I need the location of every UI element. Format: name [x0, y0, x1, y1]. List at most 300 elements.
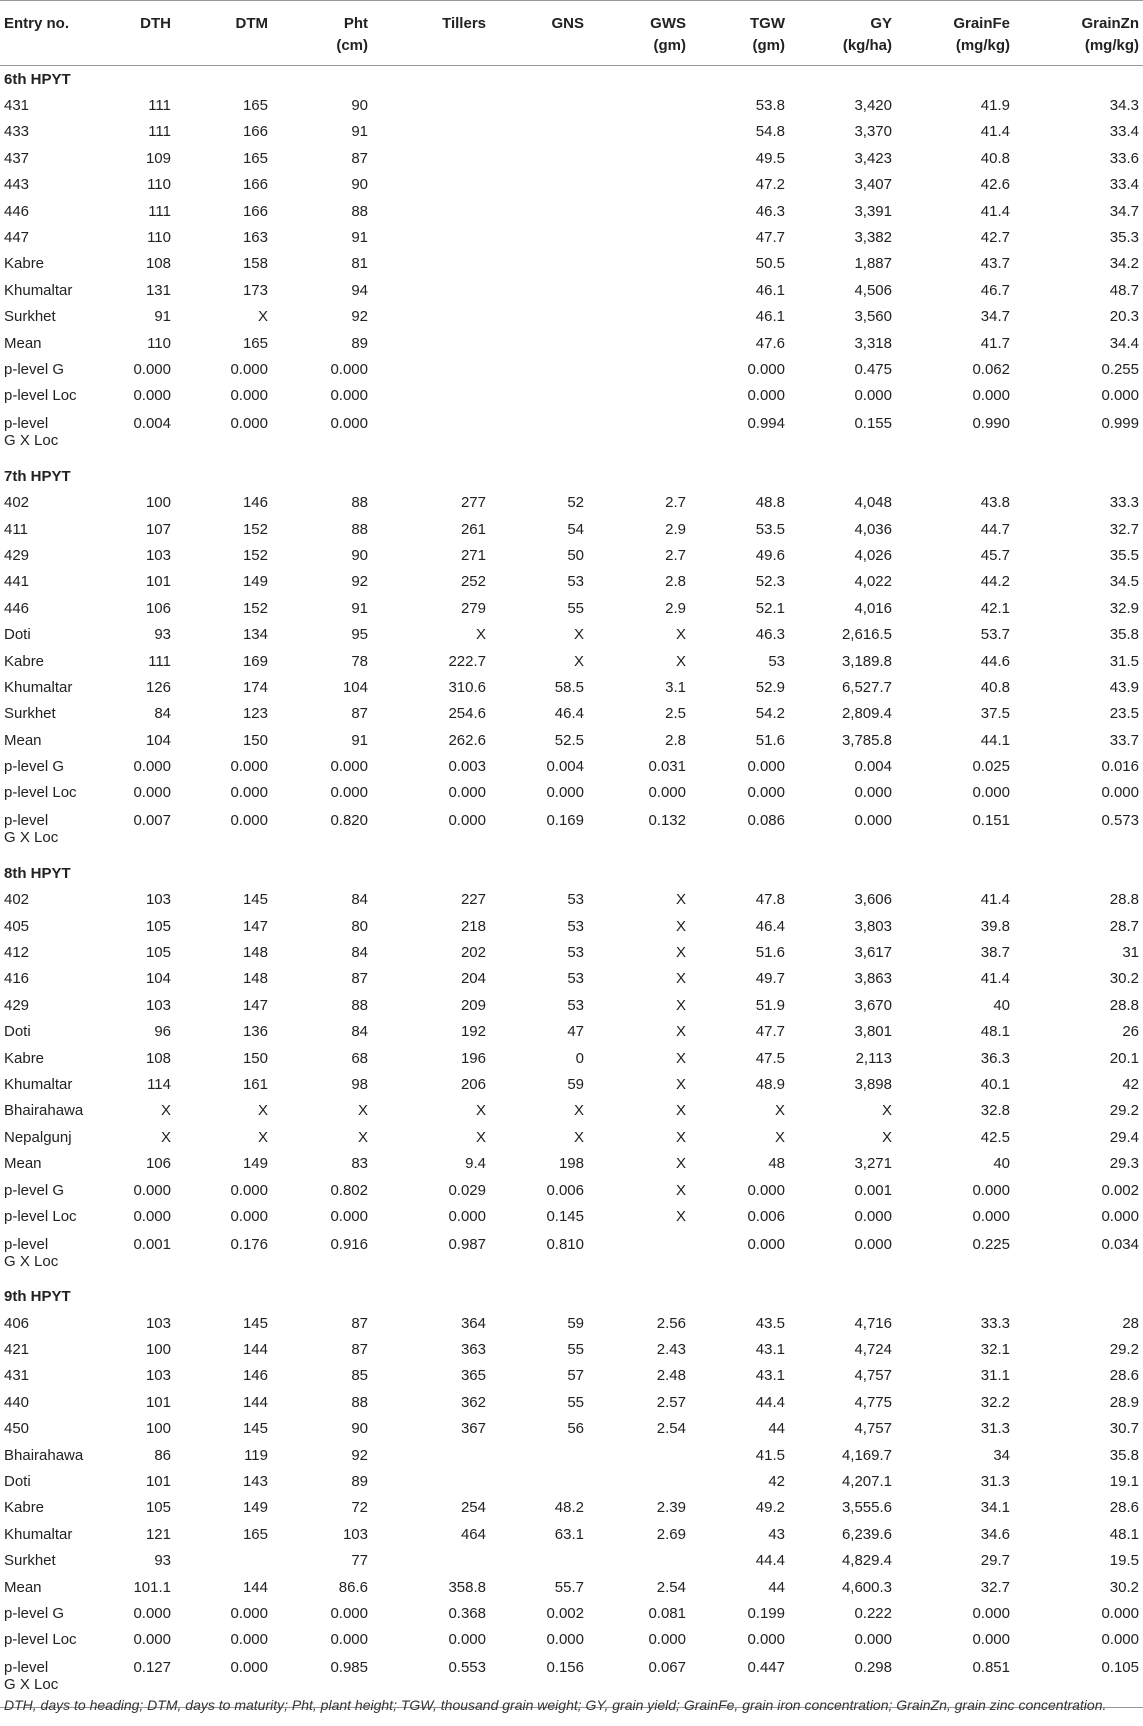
entry-label: 441 [4, 573, 30, 591]
table-row [0, 172, 1143, 198]
value-cell: 3,803 [854, 917, 892, 935]
value-cell: 0.006 [747, 1207, 785, 1225]
value-cell: 49.2 [755, 1499, 785, 1517]
entry-cell [0, 1416, 95, 1442]
value-cell: 104 [342, 678, 368, 696]
entry-cell [0, 1521, 95, 1547]
table-row [0, 648, 1143, 674]
value-cell: 53 [567, 944, 584, 962]
value-cell: 91 [154, 308, 171, 326]
table-row [0, 330, 1143, 356]
value-cell: 0.000 [854, 387, 892, 405]
value-cell: X [675, 1075, 686, 1093]
value-cell: 87 [351, 1341, 368, 1359]
value-cell: 0.002 [1101, 1181, 1139, 1199]
value-cell: X [675, 1155, 686, 1173]
value-cell: 0 [575, 1049, 584, 1067]
entry-cell [0, 1230, 95, 1284]
value-cell: 51.6 [755, 731, 785, 749]
value-cell: 47.5 [755, 1049, 785, 1067]
value-cell: 0.000 [448, 1631, 486, 1649]
value-cell: 254.6 [448, 705, 486, 723]
value-cell: 35.8 [1109, 1446, 1139, 1464]
value-cell: 134 [242, 626, 268, 644]
value-cell: X [573, 626, 584, 644]
value-cell [490, 383, 588, 409]
entry-cell [0, 119, 95, 145]
value-cell: 279 [460, 599, 486, 617]
value-cell: 204 [460, 970, 486, 988]
table-row [0, 1071, 1143, 1097]
value-cell: 3,863 [854, 970, 892, 988]
value-cell: 4,724 [854, 1341, 892, 1359]
value-cell: 100 [145, 1420, 171, 1438]
entry-label: 402 [4, 891, 30, 909]
value-cell [490, 304, 588, 330]
value-cell [490, 1442, 588, 1468]
table-row [0, 1310, 1143, 1336]
value-cell: 136 [242, 1023, 268, 1041]
value-cell: 42.6 [980, 176, 1010, 194]
value-cell: 3,423 [854, 149, 892, 167]
entry-label: 412 [4, 944, 30, 962]
value-cell [372, 251, 490, 277]
value-cell: 32.7 [980, 1578, 1010, 1596]
value-cell [372, 277, 490, 303]
value-cell: 198 [558, 1155, 584, 1173]
entry-cell [0, 1124, 95, 1150]
column-header-grainfe: GrainFe (mg/kg) [896, 1, 1014, 66]
value-cell [490, 198, 588, 224]
value-cell: 43 [768, 1525, 785, 1543]
value-cell [490, 119, 588, 145]
value-cell: 0.000 [1101, 1605, 1139, 1622]
value-cell: 101 [145, 1393, 171, 1411]
value-cell: 110 [147, 229, 171, 247]
table-row [0, 1150, 1143, 1176]
value-cell: 96 [154, 1023, 171, 1041]
value-cell: 0.155 [854, 415, 892, 433]
column-header-dth: DTH [95, 1, 175, 66]
value-cell: 0.000 [330, 1631, 368, 1649]
value-cell: 48.9 [755, 1075, 785, 1093]
value-cell: 33.6 [1109, 149, 1139, 167]
column-header-gy: GY (kg/ha) [789, 1, 896, 66]
entry-cell [0, 356, 95, 382]
value-cell: 88 [351, 520, 368, 538]
entry-cell [0, 913, 95, 939]
column-header-gns: GNS [490, 1, 588, 66]
value-cell: 52.1 [755, 599, 785, 617]
value-cell: 3,670 [854, 996, 892, 1014]
value-cell: 33.4 [1109, 123, 1139, 141]
value-cell: 47.2 [755, 176, 785, 194]
value-cell [490, 409, 588, 463]
value-cell: 0.000 [330, 758, 368, 776]
value-cell: X [257, 1128, 268, 1146]
value-cell: 3,560 [854, 308, 892, 326]
value-cell: 146 [242, 1367, 268, 1385]
value-cell: 43.8 [980, 494, 1010, 512]
value-cell: 49.6 [755, 546, 785, 564]
entry-label: 429 [4, 996, 30, 1014]
entry-cell [0, 1389, 95, 1415]
value-cell [588, 172, 690, 198]
value-cell [588, 383, 690, 409]
value-cell: 42.5 [980, 1128, 1010, 1146]
entry-label: p-level [4, 1659, 49, 1677]
value-cell: 105 [145, 1499, 171, 1517]
value-cell: 0.151 [972, 812, 1010, 830]
entry-cell [0, 1495, 95, 1521]
value-cell: 43.9 [1109, 678, 1139, 696]
value-cell: 29.4 [1109, 1128, 1139, 1146]
value-cell: 2.69 [656, 1525, 686, 1543]
value-cell: 100 [145, 1341, 171, 1359]
value-cell: 87 [351, 1314, 368, 1332]
value-cell: 109 [145, 149, 171, 167]
value-cell: 47.6 [755, 334, 785, 352]
value-cell: 30.7 [1109, 1420, 1139, 1438]
value-cell: 34.5 [1109, 573, 1139, 591]
entry-label: Doti [4, 1023, 31, 1041]
table-row [0, 674, 1143, 700]
value-cell: 32.7 [1109, 520, 1139, 538]
entry-label: 421 [4, 1341, 30, 1359]
value-cell: 0.000 [854, 784, 892, 802]
value-cell: 0.000 [972, 784, 1010, 802]
value-cell: 0.999 [1101, 415, 1139, 433]
value-cell: 34.3 [1109, 97, 1139, 115]
value-cell [490, 330, 588, 356]
value-cell: X [675, 917, 686, 935]
entry-label: p-level G [4, 1605, 65, 1622]
value-cell: X [160, 1102, 171, 1120]
value-cell: 49.5 [755, 149, 785, 167]
value-cell: 144 [242, 1393, 268, 1411]
value-cell: 28.8 [1109, 891, 1139, 909]
value-cell: 108 [145, 1049, 171, 1067]
entry-cell [0, 966, 95, 992]
value-cell: X [675, 1181, 686, 1199]
table-row [0, 1574, 1143, 1600]
value-cell: 0.000 [1101, 1631, 1139, 1649]
value-cell: 0.000 [330, 1207, 368, 1225]
value-cell [588, 224, 690, 250]
entry-cell [0, 1071, 95, 1097]
value-cell: 165 [242, 97, 268, 115]
value-cell: 52.9 [755, 678, 785, 696]
table-row [0, 1336, 1143, 1362]
value-cell: 149 [242, 1499, 268, 1517]
value-cell: 84 [154, 705, 171, 723]
value-cell: 3,785.8 [841, 731, 892, 749]
entry-cell [0, 701, 95, 727]
entry-label: 431 [4, 1367, 30, 1385]
entry-label: Surkhet [4, 1552, 56, 1570]
entry-cell [0, 304, 95, 330]
value-cell: 111 [148, 123, 171, 141]
value-cell: 34.7 [980, 308, 1010, 326]
value-cell: 33.3 [1109, 494, 1139, 512]
value-cell: 84 [351, 944, 368, 962]
value-cell [490, 224, 588, 250]
value-cell: 218 [460, 917, 486, 935]
value-cell: 0.000 [448, 784, 486, 802]
value-cell: 166 [242, 123, 268, 141]
value-cell: 174 [242, 678, 268, 696]
value-cell: 92 [351, 573, 368, 591]
value-cell: 0.000 [747, 360, 785, 378]
entry-cell [0, 621, 95, 647]
value-cell: 0.990 [972, 415, 1010, 433]
value-cell: 86.6 [338, 1578, 368, 1596]
value-cell [372, 119, 490, 145]
entry-label: p-level G [4, 1181, 65, 1199]
table-body [0, 66, 1143, 1708]
value-cell: 87 [351, 149, 368, 167]
value-cell: X [475, 1102, 486, 1120]
value-cell [372, 172, 490, 198]
value-cell: 90 [351, 1420, 368, 1438]
entry-label: 447 [4, 229, 30, 247]
value-cell: 3,407 [854, 176, 892, 194]
value-cell: 0.000 [854, 1235, 892, 1253]
value-cell: 0.145 [546, 1207, 584, 1225]
value-cell: 143 [242, 1473, 268, 1491]
value-cell: 158 [242, 255, 268, 273]
value-cell: 0.000 [448, 812, 486, 830]
value-cell: 54.2 [755, 705, 785, 723]
value-cell: 46.3 [755, 626, 785, 644]
entry-label: Surkhet [4, 308, 56, 326]
value-cell: 28.6 [1109, 1499, 1139, 1517]
value-cell: 107 [145, 520, 171, 538]
value-cell [372, 304, 490, 330]
value-cell: 202 [460, 944, 486, 962]
value-cell: 126 [145, 678, 171, 696]
entry-cell [0, 806, 95, 860]
value-cell: X [475, 1128, 486, 1146]
value-cell: 0.000 [133, 1605, 171, 1622]
value-cell: 0.000 [330, 387, 368, 405]
entry-label: 416 [4, 970, 30, 988]
entry-label: 450 [4, 1420, 30, 1438]
value-cell: 0.000 [747, 1631, 785, 1649]
value-cell: 165 [242, 334, 268, 352]
value-cell: 84 [351, 891, 368, 909]
entry-label: 402 [4, 494, 30, 512]
value-cell: 4,775 [854, 1393, 892, 1411]
value-cell: 365 [460, 1367, 486, 1385]
value-cell: 0.199 [747, 1605, 785, 1622]
value-cell: 2.7 [665, 546, 686, 564]
value-cell: X [573, 1128, 584, 1146]
value-cell: X [675, 970, 686, 988]
value-cell: 152 [242, 546, 268, 564]
value-cell: 148 [242, 944, 268, 962]
value-cell: 32.9 [1109, 599, 1139, 617]
entry-cell [0, 674, 95, 700]
column-header-tgw: TGW (gm) [690, 1, 789, 66]
value-cell: 0.001 [854, 1181, 892, 1199]
value-cell: 192 [460, 1023, 486, 1041]
value-cell: 0.000 [330, 784, 368, 802]
value-cell: 106 [145, 599, 171, 617]
value-cell: 2.9 [665, 599, 686, 617]
value-cell: 101 [145, 573, 171, 591]
value-cell: 57 [567, 1367, 584, 1385]
value-cell: 1,887 [854, 255, 892, 273]
value-cell: 209 [460, 996, 486, 1014]
value-cell: 3,898 [854, 1075, 892, 1093]
entry-label: Doti [4, 1473, 31, 1491]
value-cell: 0.000 [1101, 1207, 1139, 1225]
table-row [0, 806, 1143, 860]
value-cell: 4,022 [854, 573, 892, 591]
value-cell: 165 [242, 1525, 268, 1543]
value-cell: 206 [460, 1075, 486, 1093]
value-cell: 2,809.4 [841, 705, 892, 723]
value-cell [588, 1548, 690, 1574]
value-cell: 87 [351, 705, 368, 723]
entry-cell [0, 1442, 95, 1468]
entry-cell [0, 1098, 95, 1124]
value-cell: X [573, 652, 584, 670]
column-header-gws: GWS (gm) [588, 1, 690, 66]
value-cell: 0.000 [330, 360, 368, 378]
table-row [0, 1389, 1143, 1415]
value-cell: 40.1 [980, 1075, 1010, 1093]
value-cell: 94 [351, 281, 368, 299]
entry-label: 411 [4, 520, 28, 538]
value-cell: 32.2 [980, 1393, 1010, 1411]
table-row [0, 409, 1143, 463]
value-cell [490, 145, 588, 171]
table-row [0, 1416, 1143, 1442]
value-cell: 53.7 [980, 626, 1010, 644]
entry-label-line2: G X Loc [4, 432, 59, 450]
entry-label: p-level Loc [4, 784, 77, 802]
value-cell: 84 [351, 1023, 368, 1041]
value-cell: 0.002 [546, 1605, 584, 1622]
value-cell: 31.1 [980, 1367, 1010, 1385]
value-cell: 48.7 [1109, 281, 1139, 299]
value-cell: X [160, 1128, 171, 1146]
section-header-row [0, 66, 1143, 93]
value-cell: 77 [351, 1552, 368, 1570]
value-cell: 80 [351, 917, 368, 935]
value-cell: 47 [567, 1023, 584, 1041]
value-cell: 52.3 [755, 573, 785, 591]
value-cell: 152 [242, 599, 268, 617]
value-cell: 6,239.6 [841, 1525, 892, 1543]
value-cell: 2.39 [656, 1499, 686, 1517]
value-cell: 19.1 [1109, 1473, 1139, 1491]
value-cell: 59 [567, 1314, 584, 1332]
table-row [0, 1019, 1143, 1045]
value-cell: 45.7 [980, 546, 1010, 564]
value-cell: 92 [351, 1446, 368, 1464]
value-cell: 149 [242, 573, 268, 591]
value-cell: 103 [145, 546, 171, 564]
value-cell: 53 [567, 573, 584, 591]
value-cell: 150 [242, 731, 268, 749]
value-cell: 2.54 [656, 1420, 686, 1438]
value-cell: 40 [993, 996, 1010, 1014]
value-cell: 3,420 [854, 97, 892, 115]
value-cell: 28.7 [1109, 917, 1139, 935]
value-cell: 20.3 [1109, 308, 1139, 326]
value-cell: 44 [768, 1578, 785, 1596]
table-row [0, 569, 1143, 595]
value-cell: 53 [768, 652, 785, 670]
entry-label: Khumaltar [4, 1525, 73, 1543]
value-cell: 50.5 [755, 255, 785, 273]
value-cell: 0.034 [1101, 1235, 1139, 1253]
value-cell: 0.810 [546, 1235, 584, 1253]
entry-label: p-level [4, 415, 49, 433]
value-cell: 0.802 [330, 1181, 368, 1199]
value-cell [490, 1468, 588, 1494]
value-cell [372, 92, 490, 118]
entry-cell [0, 1045, 95, 1071]
value-cell: 0.000 [1101, 784, 1139, 802]
value-cell: 0.006 [546, 1181, 584, 1199]
table-row [0, 251, 1143, 277]
column-header-grainzn: GrainZn (mg/kg) [1014, 1, 1143, 66]
value-cell: 92 [351, 308, 368, 326]
value-cell: 0.000 [972, 1631, 1010, 1649]
value-cell: 0.298 [789, 1653, 896, 1708]
value-cell: 0.255 [1101, 360, 1139, 378]
value-cell: 88 [351, 202, 368, 220]
value-cell: 95 [351, 626, 368, 644]
value-cell: 35.5 [1109, 546, 1139, 564]
value-cell: X [881, 1102, 892, 1120]
value-cell: 0.004 [854, 758, 892, 776]
value-cell: 41.7 [980, 334, 1010, 352]
value-cell: 0.016 [1101, 758, 1139, 776]
entry-label: Kabre [4, 255, 45, 273]
value-cell: 103 [145, 1314, 171, 1332]
value-cell: 55 [567, 599, 584, 617]
value-cell: X [257, 308, 268, 326]
value-cell: 0.000 [330, 415, 368, 433]
value-cell: 28.8 [1109, 996, 1139, 1014]
value-cell: 0.007 [133, 812, 171, 830]
entry-label: Mean [4, 334, 42, 352]
entry-label-line2: G X Loc [4, 829, 59, 847]
entry-cell [0, 1468, 95, 1494]
value-cell: X [675, 626, 686, 644]
entry-label: Mean [4, 731, 42, 749]
value-cell: 4,048 [854, 494, 892, 512]
value-cell: 50 [567, 546, 584, 564]
value-cell: 53 [567, 996, 584, 1014]
value-cell: 33.3 [980, 1314, 1010, 1332]
value-cell [588, 330, 690, 356]
value-cell [372, 145, 490, 171]
value-cell [490, 277, 588, 303]
value-cell [372, 198, 490, 224]
value-cell: 0.000 [230, 812, 268, 830]
value-cell: 196 [460, 1049, 486, 1067]
value-cell: 0.000 [854, 812, 892, 830]
entry-cell [0, 92, 95, 118]
value-cell: 3,617 [854, 944, 892, 962]
value-cell: 34.6 [980, 1525, 1010, 1543]
